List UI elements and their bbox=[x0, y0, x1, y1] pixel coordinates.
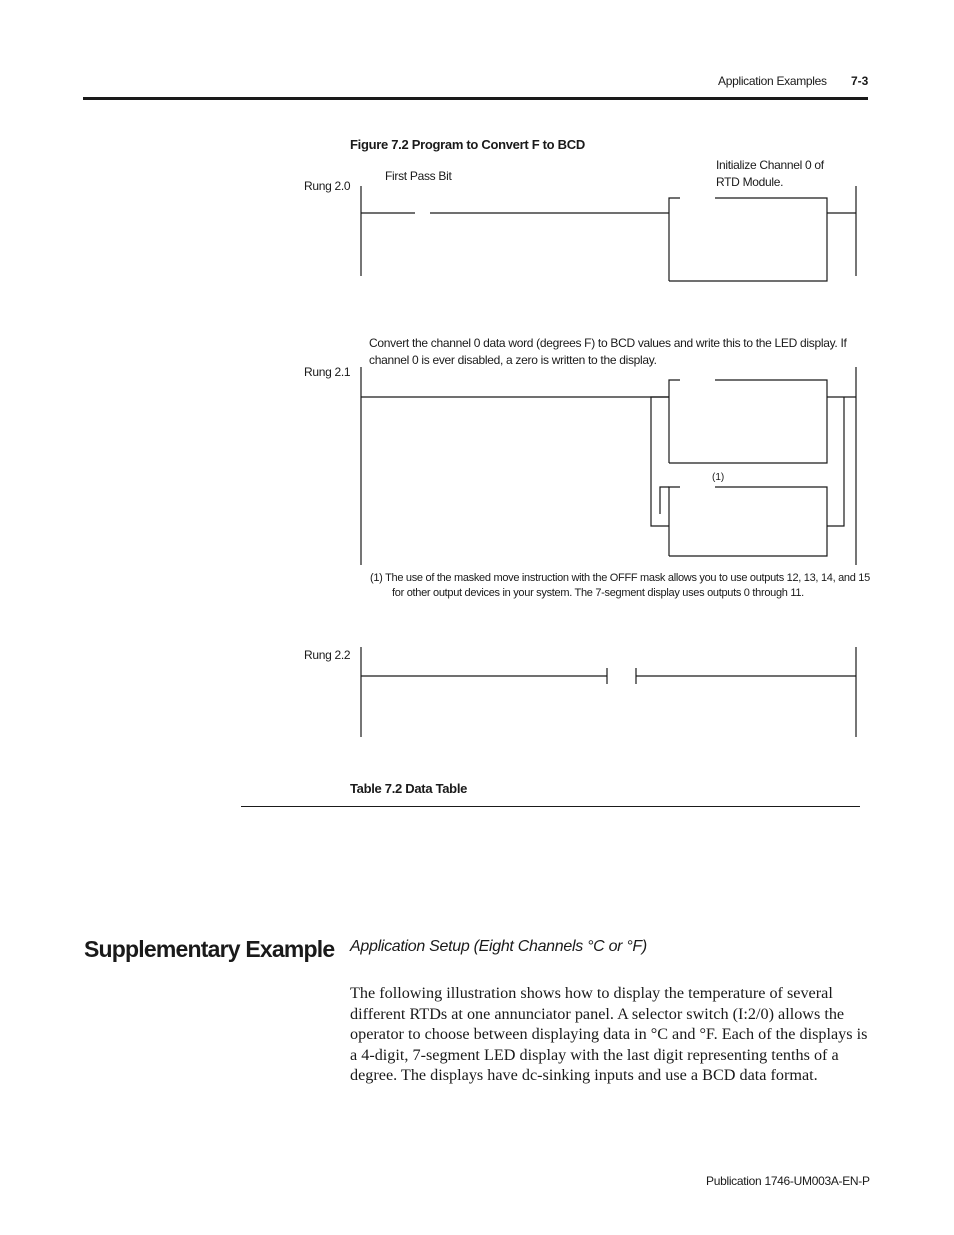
branch-note-marker: (1) bbox=[712, 472, 725, 483]
rung-label: Rung 2.1 bbox=[304, 365, 351, 379]
footer-publication: Publication 1746-UM003A-EN-P bbox=[706, 1174, 870, 1188]
footnote-line: for other output devices in your system. The 7-segment display uses outputs 0 through 11. bbox=[392, 587, 804, 599]
rung-label: Rung 2.2 bbox=[304, 648, 351, 662]
rung-2-1-branch-right bbox=[827, 397, 856, 526]
rung-label: Rung 2.0 bbox=[304, 179, 351, 193]
table-rule bbox=[241, 806, 860, 807]
rung-2-1-branch-left-inner bbox=[660, 487, 669, 514]
header-page-number: 7-3 bbox=[851, 74, 869, 88]
section-subheading: Application Setup (Eight Channels °C or °F) bbox=[350, 938, 647, 955]
footnote-line: (1) The use of the masked move instruction with the OFFF mask allows you to use outputs 12, 13, 14, and 15 bbox=[370, 572, 870, 584]
rung-comment: channel 0 is ever disabled, a zero is written to the display. bbox=[369, 353, 657, 367]
rung-2-1-instruction-box-1 bbox=[669, 380, 827, 463]
rung-2-1-instruction-box-2 bbox=[669, 487, 827, 556]
instruction-label: Initialize Channel 0 of bbox=[716, 158, 824, 172]
body-paragraph: The following illustration shows how to display the temperature of several different RTDs at one annunciator panel. A selector switch (I:2/0) allows the operator to choose between displaying data in °C and °F. Each of the displays is a 4-digit, 7-segment LED display with the last digit representing tenths of a degree. The displays have dc-sinking inputs and use a BCD data format. bbox=[350, 984, 868, 1084]
instruction-label: RTD Module. bbox=[716, 175, 784, 189]
contact-label: First Pass Bit bbox=[385, 169, 452, 183]
section-title: Supplementary Example bbox=[84, 936, 335, 962]
table-caption: Table 7.2 Data Table bbox=[350, 781, 468, 796]
header-section-title: Application Examples bbox=[718, 74, 827, 88]
figure-caption: Figure 7.2 Program to Convert F to BCD bbox=[350, 137, 585, 152]
rung-comment: Convert the channel 0 data word (degrees F) to BCD values and write this to the LED display. If bbox=[369, 336, 847, 350]
rung-2-0-instruction-box bbox=[669, 198, 827, 281]
